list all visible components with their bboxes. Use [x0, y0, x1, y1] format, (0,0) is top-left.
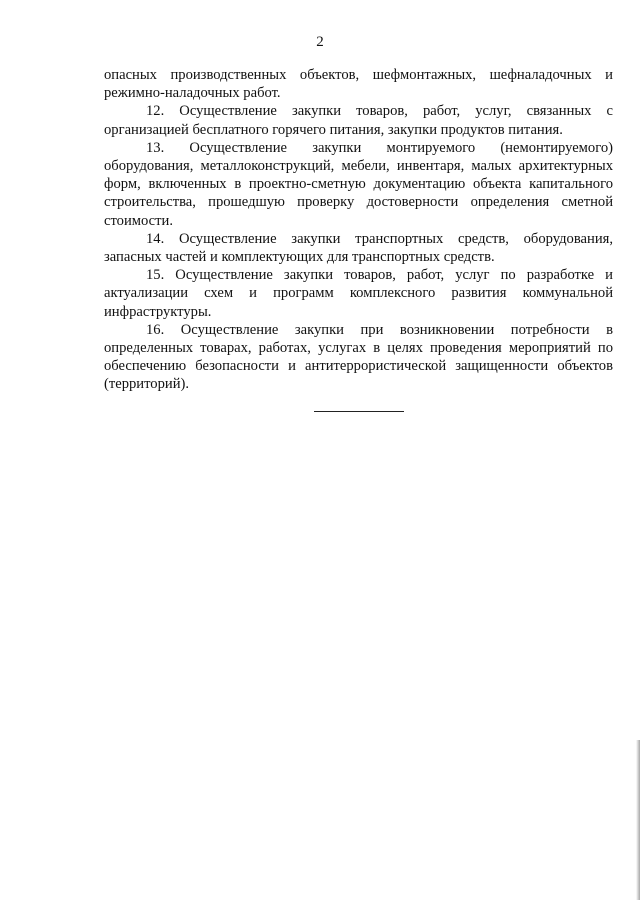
end-divider-line: [314, 411, 404, 412]
paragraph-item-12: 12. Осуществление закупки товаров, работ, услуг, связанных с организацией бесплатного горячего питания, закупки продуктов питания.: [104, 103, 613, 138]
paragraph-item-16: 16. Осуществление закупки при возникновении потребности в определенных товарах, работах, услугах в целях проведения мероприятий по обеспечению безопасности и антитеррористической защищенности объектов (территорий).: [104, 321, 613, 393]
paragraph-item-14: 14. Осуществление закупки транспортных средств, оборудования, запасных частей и комплектующих для транспортных средств.: [104, 230, 613, 266]
scan-edge-shadow: [636, 740, 640, 900]
document-body: [104, 66, 613, 394]
paragraph-item-15: 15. Осуществление закупки товаров, работ, услуг по разработке и актуализации схем и программ комплексного развития коммунальной инфраструктуры.: [104, 267, 613, 320]
page-number: 2: [316, 34, 324, 50]
paragraph-continuation: опасных производственных объектов, шефмонтажных, шефналадочных и режимно-наладочных работ.: [104, 67, 613, 102]
paragraph-item-13: 13. Осуществление закупки монтируемого (немонтируемого) оборудования, металлоконструкций, мебели, инвентаря, малых архитектурных форм, включенных в проектно-сметную документацию объекта капитального строительства, прошедшую проверку достоверности определения сметной стоимости.: [104, 139, 613, 229]
